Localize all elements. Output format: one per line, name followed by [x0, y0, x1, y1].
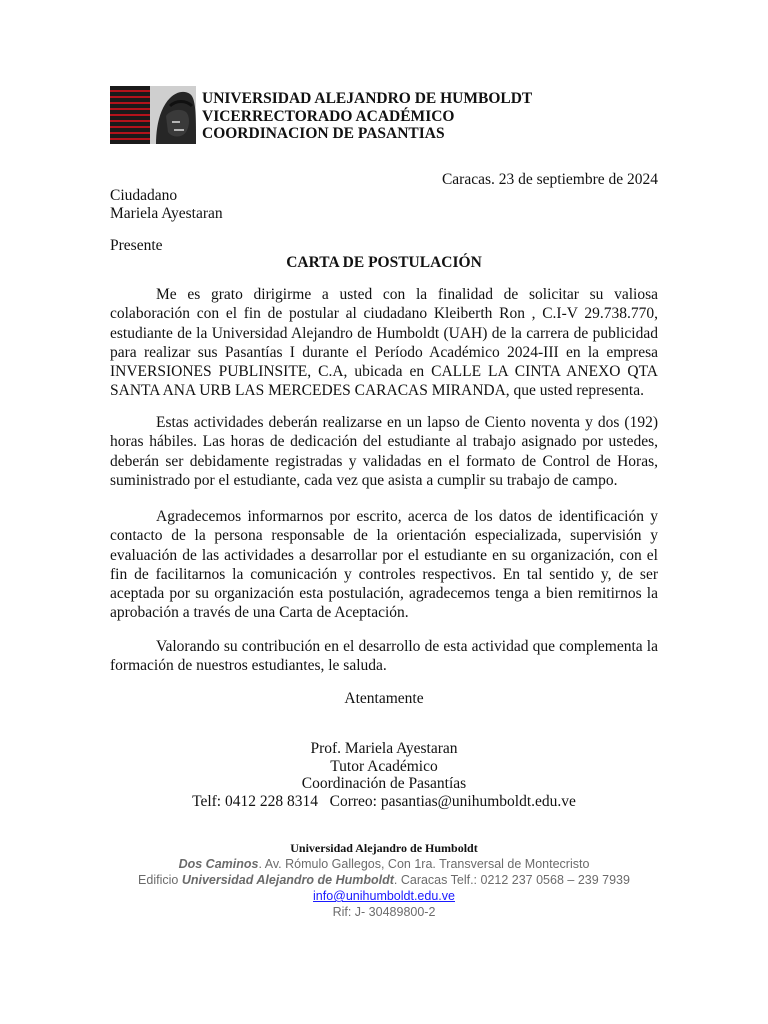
letter-title: CARTA DE POSTULACIÓN: [286, 254, 482, 271]
header-coordination: COORDINACION DE PASANTIAS: [202, 125, 445, 142]
footer-address: . Av. Rómulo Gallegos, Con 1ra. Transversal de Montecristo: [258, 857, 590, 871]
signature-dept: Coordinación de Pasantías: [301, 775, 467, 792]
signature-contact: Telf: 0412 228 8314 Correo: pasantias@unihumboldt.edu.ve: [192, 792, 576, 810]
uah-logo: [110, 86, 196, 144]
paragraph-1-text: Me es grato dirigirme a usted con la finalidad de solicitar su valiosa colaboración con el fin de postular al ciudadano Kleiberth Ron , C.I-V 29.738.770, estudiante de la Universidad Alejandro de Humboldt (UAH) de la carrera de publicidad para realizar sus Pasantías I durante el Período Académico 2024-III en la empresa INVERSIONES PUBLINSITE, C.A, ubicada en CALLE LA CINTA ANEXO QTA SANTA ANA URB LAS MERCEDES CARACAS MIRANDA, que usted representa.: [110, 286, 658, 400]
paragraph-1: [110, 285, 658, 401]
footer-building-line: [0, 872, 768, 888]
footer-address-line: [0, 856, 768, 872]
footer-rif: Rif: J- 30489800-2: [332, 905, 436, 919]
uah-logo-graphic: [110, 86, 196, 144]
footer-campus: Dos Caminos: [178, 857, 259, 871]
footer-building: Universidad Alejandro de Humboldt: [181, 873, 394, 887]
recipient-block: [110, 187, 223, 223]
presente-label: Presente: [110, 237, 163, 254]
paragraph-3: [110, 507, 658, 623]
signature-role: Tutor Académico: [330, 757, 438, 775]
paragraph-3-text: Agradecemos informarnos por escrito, acerca de los datos de identificación y contacto de la persona responsable de la orientación especializada, supervisión y evaluación de las actividades a desarrollar por el estudiante en su organización, con el fin de facilitarnos la comunicación y controles respectivos. En tal sentido y, de ser aceptada por su organización esta postulación, agradecemos tenga a bien remitirnos la aprobación a través de una Carta de Aceptación.: [110, 508, 658, 622]
footer-phone: . Caracas Telf.: 0212 237 0568 – 239 7939: [393, 873, 630, 887]
recipient-salutation: Ciudadano: [110, 187, 178, 204]
recipient-name: Mariela Ayestaran: [110, 205, 223, 222]
paragraph-2: [110, 413, 658, 490]
closing-text: Atentamente: [344, 690, 424, 707]
footer-university-name: Universidad Alejandro de Humboldt: [290, 841, 478, 855]
paragraph-4-text: Valorando su contribución en el desarrollo de esta actividad que complementa la formación de nuestros estudiantes, le saluda.: [110, 638, 658, 675]
paragraph-2-text: Estas actividades deberán realizarse en un lapso de Ciento noventa y dos (192) horas hábiles. Las horas de dedicación del estudiante al trabajo asignado por ustedes, deberán ser debidamente registradas y validadas en el formato de Control de Horas, suministrado por el estudiante, cada vez que asista a cumplir su trabajo de campo.: [110, 414, 658, 489]
institution-header: [202, 90, 532, 143]
page-footer: [0, 840, 768, 920]
signature-name: Prof. Mariela Ayestaran: [310, 740, 458, 757]
footer-email-link[interactable]: info@unihumboldt.edu.ve: [313, 889, 455, 903]
header-vicerrectorado: VICERRECTORADO ACADÉMICO: [202, 107, 455, 125]
footer-building-prefix: Edificio: [138, 873, 182, 887]
signature-block: [0, 740, 768, 810]
letter-date: Caracas. 23 de septiembre de 2024: [441, 171, 658, 188]
paragraph-4: [110, 637, 658, 676]
header-university: UNIVERSIDAD ALEJANDRO DE HUMBOLDT: [202, 90, 533, 107]
